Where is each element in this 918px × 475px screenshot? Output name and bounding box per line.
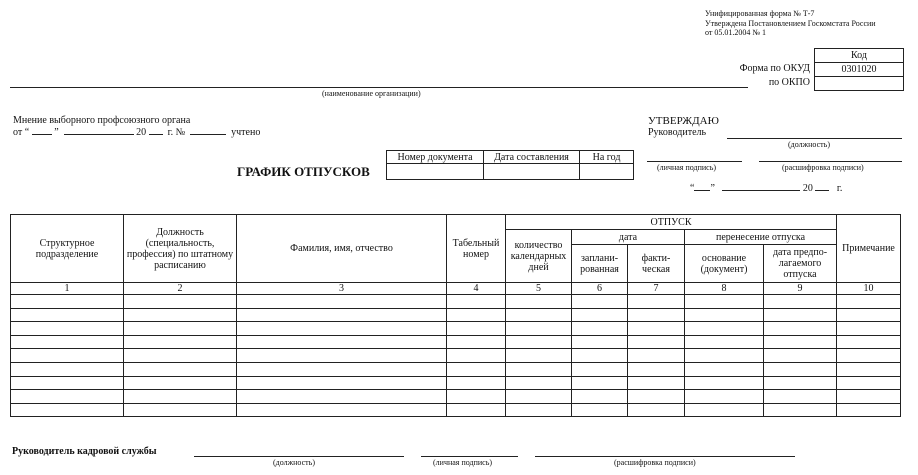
table-cell[interactable] xyxy=(628,362,685,376)
text: ” xyxy=(54,127,59,138)
table-cell[interactable] xyxy=(11,335,124,349)
hr-decoding-line[interactable] xyxy=(535,456,795,457)
column-number: 4 xyxy=(447,283,506,295)
table-cell[interactable] xyxy=(11,376,124,390)
table-cell[interactable] xyxy=(628,349,685,363)
table-cell[interactable] xyxy=(572,390,628,404)
table-row xyxy=(11,335,901,349)
form-reference-line: от 05.01.2004 № 1 xyxy=(705,28,767,37)
table-cell[interactable] xyxy=(124,390,237,404)
hr-signature-line[interactable] xyxy=(421,456,518,457)
vacation-table xyxy=(10,214,901,417)
table-cell[interactable] xyxy=(237,295,447,309)
code-header: Код xyxy=(815,49,904,63)
year-field[interactable] xyxy=(149,134,163,135)
col-header-department: Структурное подразделение xyxy=(11,215,124,283)
table-row xyxy=(11,322,901,336)
table-cell[interactable] xyxy=(628,308,685,322)
table-cell[interactable] xyxy=(572,322,628,336)
table-cell[interactable] xyxy=(506,403,572,417)
table-cell[interactable] xyxy=(837,403,901,417)
document-info-box xyxy=(386,150,634,180)
table-cell[interactable] xyxy=(628,403,685,417)
approver-signature-line[interactable] xyxy=(647,161,742,162)
doc-date-header: Дата составления xyxy=(484,151,580,164)
table-cell[interactable] xyxy=(237,349,447,363)
approve-head: Руководитель xyxy=(648,127,707,138)
form-reference xyxy=(705,9,876,38)
day-field[interactable] xyxy=(694,190,710,191)
organization-caption: (наименование организации) xyxy=(322,89,421,98)
table-cell[interactable] xyxy=(506,335,572,349)
col-header-planned: заплани-рованная xyxy=(572,245,628,283)
form-reference-line: Унифицированная форма № Т-7 xyxy=(705,9,815,18)
col-header-actual: факти-ческая xyxy=(628,245,685,283)
text: 20 xyxy=(136,127,147,138)
table-cell[interactable] xyxy=(506,322,572,336)
table-cell[interactable] xyxy=(685,376,764,390)
table-cell[interactable] xyxy=(685,322,764,336)
table-cell[interactable] xyxy=(572,295,628,309)
table-cell[interactable] xyxy=(837,335,901,349)
table-row xyxy=(11,295,901,309)
doc-date-field[interactable] xyxy=(484,164,580,180)
table-cell[interactable] xyxy=(685,349,764,363)
table-cell[interactable] xyxy=(11,403,124,417)
form-reference-line: Утверждена Постановлением Госкомстата России xyxy=(705,18,876,28)
table-cell[interactable] xyxy=(506,349,572,363)
table-cell[interactable] xyxy=(685,335,764,349)
table-cell[interactable] xyxy=(447,308,506,322)
col-group-date: дата xyxy=(572,230,685,245)
table-cell[interactable] xyxy=(837,390,901,404)
table-cell[interactable] xyxy=(237,362,447,376)
caption: (личная подпись) xyxy=(657,163,717,172)
table-cell[interactable] xyxy=(685,308,764,322)
footer-label: Руководитель кадровой службы xyxy=(12,446,157,457)
table-cell[interactable] xyxy=(237,390,447,404)
table-cell[interactable] xyxy=(124,403,237,417)
table-cell[interactable] xyxy=(237,376,447,390)
okud-label: Форма по ОКУД xyxy=(739,63,810,74)
table-cell[interactable] xyxy=(837,295,901,309)
table-cell[interactable] xyxy=(11,322,124,336)
table-cell[interactable] xyxy=(506,308,572,322)
col-header-basis: основание (документ) xyxy=(685,245,764,283)
col-group-vacation: ОТПУСК xyxy=(506,215,837,230)
text: ” xyxy=(710,183,715,194)
codes-box xyxy=(814,48,904,91)
table-row xyxy=(11,349,901,363)
day-field[interactable] xyxy=(32,134,52,135)
table-cell[interactable] xyxy=(572,403,628,417)
table-cell[interactable] xyxy=(124,322,237,336)
text: г. xyxy=(836,183,843,194)
table-cell[interactable] xyxy=(764,322,837,336)
table-cell[interactable] xyxy=(447,295,506,309)
table-cell[interactable] xyxy=(447,403,506,417)
table-cell[interactable] xyxy=(447,390,506,404)
text: 20 xyxy=(802,183,813,194)
table-cell[interactable] xyxy=(837,362,901,376)
table-cell[interactable] xyxy=(837,349,901,363)
column-number: 3 xyxy=(237,283,447,295)
table-cell[interactable] xyxy=(506,362,572,376)
table-cell[interactable] xyxy=(11,362,124,376)
table-cell[interactable] xyxy=(764,349,837,363)
table-cell[interactable] xyxy=(685,295,764,309)
page-title: ГРАФИК ОТПУСКОВ xyxy=(237,164,370,179)
table-cell[interactable] xyxy=(764,295,837,309)
approver-position-line[interactable] xyxy=(727,138,902,139)
col-header-full-name: Фамилия, имя, отчество xyxy=(237,215,447,283)
table-cell[interactable] xyxy=(11,308,124,322)
table-cell[interactable] xyxy=(764,308,837,322)
col-header-note: Примечание xyxy=(837,215,901,283)
caption: (должность) xyxy=(273,458,315,467)
column-number: 5 xyxy=(506,283,572,295)
hr-position-line[interactable] xyxy=(194,456,404,457)
union-opinion-label: Мнение выборного профсоюзного органа xyxy=(13,115,191,126)
table-cell[interactable] xyxy=(11,349,124,363)
table-cell[interactable] xyxy=(572,362,628,376)
table-cell[interactable] xyxy=(764,403,837,417)
table-cell[interactable] xyxy=(764,376,837,390)
column-number: 2 xyxy=(124,283,237,295)
table-cell[interactable] xyxy=(447,349,506,363)
table-cell[interactable] xyxy=(764,390,837,404)
table-cell[interactable] xyxy=(685,390,764,404)
table-cell[interactable] xyxy=(685,403,764,417)
table-cell[interactable] xyxy=(447,376,506,390)
text: г. № xyxy=(167,127,186,138)
table-cell[interactable] xyxy=(764,362,837,376)
doc-number-header: Номер документа xyxy=(387,151,484,164)
doc-year-field[interactable] xyxy=(580,164,634,180)
col-group-transfer: перенесение отпуска xyxy=(685,230,837,245)
table-cell[interactable] xyxy=(447,335,506,349)
table-cell[interactable] xyxy=(237,403,447,417)
table-cell[interactable] xyxy=(447,362,506,376)
table-cell[interactable] xyxy=(124,349,237,363)
table-cell[interactable] xyxy=(837,376,901,390)
col-header-position: Должность (специальность, профессия) по штатному расписанию xyxy=(124,215,237,283)
table-cell[interactable] xyxy=(837,308,901,322)
organization-line[interactable] xyxy=(10,87,748,88)
col-header-days: количество календарных дней xyxy=(506,230,572,283)
column-numbers-row xyxy=(11,283,901,295)
table-cell[interactable] xyxy=(124,295,237,309)
month-field[interactable] xyxy=(722,190,800,191)
table-row xyxy=(11,308,901,322)
table-cell[interactable] xyxy=(628,295,685,309)
table-cell[interactable] xyxy=(685,362,764,376)
union-opinion-date xyxy=(13,127,260,138)
text: учтено xyxy=(231,127,261,138)
caption: (расшифровка подписи) xyxy=(782,163,864,172)
table-cell[interactable] xyxy=(11,295,124,309)
table-cell[interactable] xyxy=(628,376,685,390)
okud-code[interactable]: 0301020 xyxy=(815,63,904,77)
table-cell[interactable] xyxy=(572,349,628,363)
table-cell[interactable] xyxy=(237,308,447,322)
table-cell[interactable] xyxy=(11,390,124,404)
column-number: 10 xyxy=(837,283,901,295)
table-cell[interactable] xyxy=(124,308,237,322)
table-row xyxy=(11,376,901,390)
text: от “ xyxy=(13,127,30,138)
month-field[interactable] xyxy=(64,134,134,135)
col-header-personnel-number: Табельный номер xyxy=(447,215,506,283)
column-number: 9 xyxy=(764,283,837,295)
table-cell[interactable] xyxy=(237,335,447,349)
table-cell[interactable] xyxy=(124,362,237,376)
doc-number-field[interactable] xyxy=(387,164,484,180)
text: “ xyxy=(690,183,695,194)
column-number: 6 xyxy=(572,283,628,295)
table-row xyxy=(11,403,901,417)
approver-decoding-line[interactable] xyxy=(759,161,902,162)
table-cell[interactable] xyxy=(628,390,685,404)
caption: (расшифровка подписи) xyxy=(614,458,696,467)
caption: (должность) xyxy=(788,140,830,149)
table-cell[interactable] xyxy=(124,376,237,390)
approve-title: УТВЕРЖДАЮ xyxy=(648,115,719,127)
table-cell[interactable] xyxy=(506,295,572,309)
caption: (личная подпись) xyxy=(433,458,493,467)
table-cell[interactable] xyxy=(506,390,572,404)
table-cell[interactable] xyxy=(572,335,628,349)
number-field[interactable] xyxy=(190,134,226,135)
doc-year-header: На год xyxy=(580,151,634,164)
col-header-expected-date: дата предпо-лагаемого отпуска xyxy=(764,245,837,283)
table-cell[interactable] xyxy=(506,376,572,390)
table-cell[interactable] xyxy=(837,322,901,336)
column-number: 8 xyxy=(685,283,764,295)
table-cell[interactable] xyxy=(447,322,506,336)
table-cell[interactable] xyxy=(628,322,685,336)
table-cell[interactable] xyxy=(764,335,837,349)
table-row xyxy=(11,362,901,376)
table-cell[interactable] xyxy=(237,322,447,336)
table-cell[interactable] xyxy=(572,308,628,322)
table-cell[interactable] xyxy=(124,335,237,349)
approve-date xyxy=(690,183,842,194)
year-field[interactable] xyxy=(815,190,829,191)
table-cell[interactable] xyxy=(572,376,628,390)
table-cell[interactable] xyxy=(628,335,685,349)
okpo-label: по ОКПО xyxy=(768,77,810,88)
okpo-code[interactable] xyxy=(815,77,904,91)
column-number: 7 xyxy=(628,283,685,295)
column-number: 1 xyxy=(11,283,124,295)
table-row xyxy=(11,390,901,404)
